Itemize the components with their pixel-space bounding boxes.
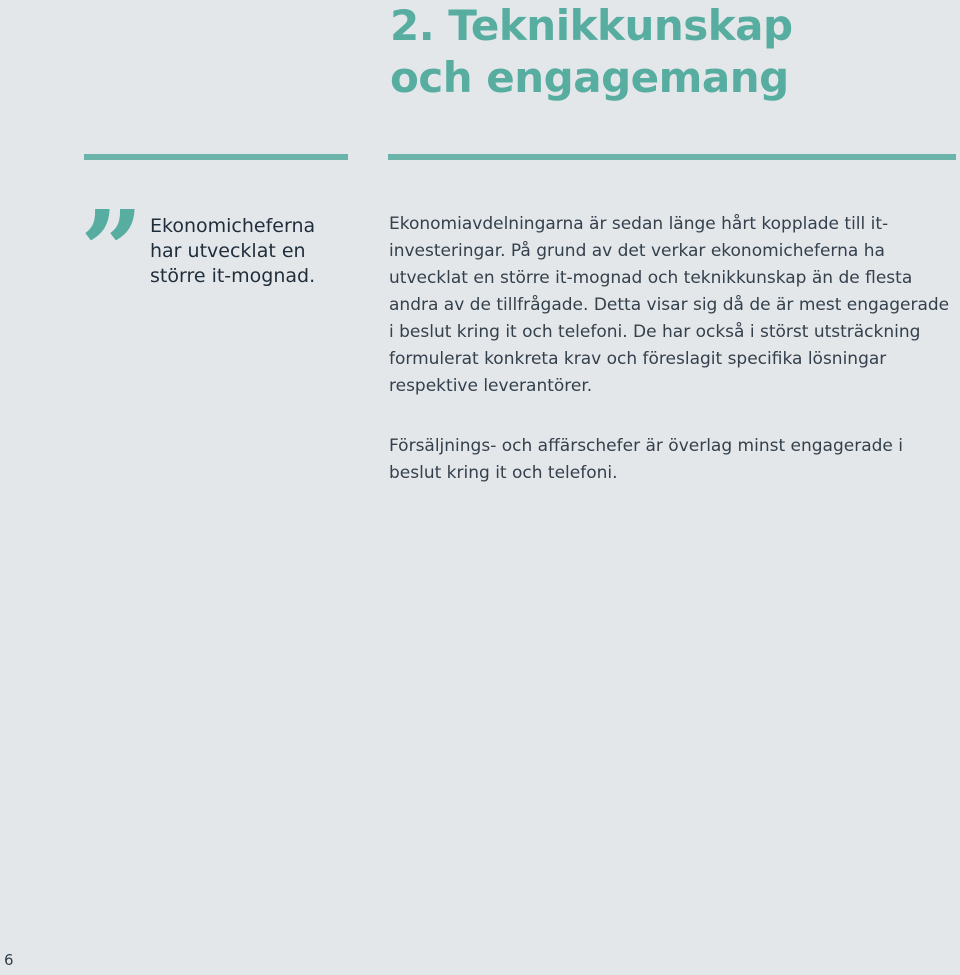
quotation-mark-icon: ” [80,196,144,266]
page-title-line-2: och engagemang [390,53,789,102]
page-title-line-1: 2. Teknikkunskap [390,1,793,50]
divider-left [84,154,348,160]
page-title [390,0,793,104]
pull-quote: Ekonomicheferna har utvecklat en större it-mognad. [150,215,316,287]
page-number: 6 [4,951,14,969]
body-paragraph-2: Försäljnings- och affärschefer är överlag minst engagerade i beslut kring it och telefoni. [389,436,903,483]
body-paragraph-1: Ekonomiavdelningarna är sedan länge hårt kopplade till it-investeringar. På grund av det verkar ekonomicheferna ha utvecklat en större it-mognad och teknikkunskap än de flesta andra av de tillfrågade. Detta visar sig då de är mest engagerade i beslut kring it och telefoni. De har också i störst utsträckning formulerat konkreta krav och föreslagit specifika lösningar respektive leverantörer. [389,214,950,396]
divider-right [388,154,956,160]
